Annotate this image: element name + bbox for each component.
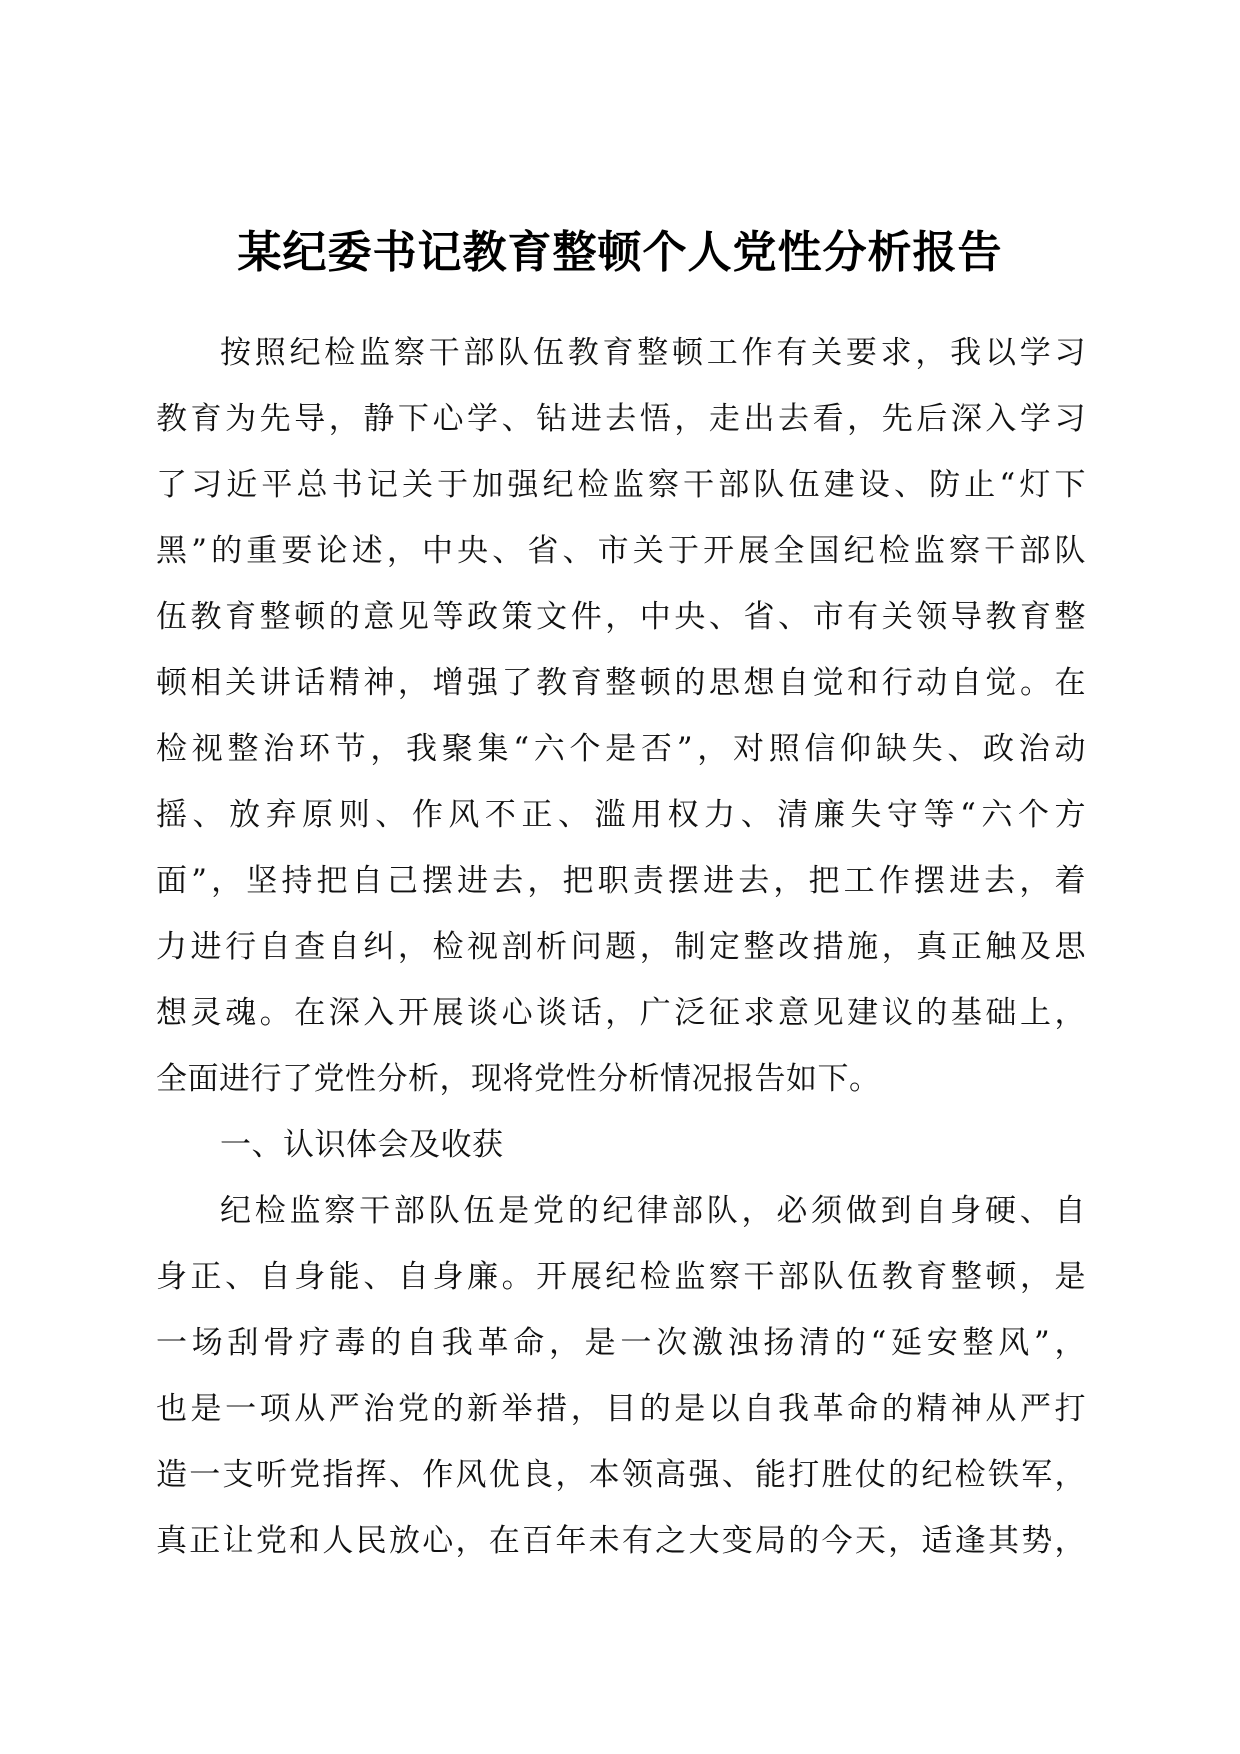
paragraph-line: 了习近平总书记关于加强纪检监察干部队伍建设、防止“灯下 (156, 467, 1086, 503)
document-body (156, 320, 1086, 1574)
paragraph-line: 伍教育整顿的意见等政策文件，中央、省、市有关领导教育整 (156, 599, 1086, 635)
document-title: 某纪委书记教育整顿个人党性分析报告 (237, 227, 1003, 278)
section-heading: 一、认识体会及收获 (220, 1127, 504, 1163)
paragraph-line: 造一支听党指挥、作风优良，本领高强、能打胜仗的纪检铁军， (156, 1457, 1086, 1493)
paragraph-line: 力进行自查自纠，检视剖析问题，制定整改措施，真正触及思 (156, 929, 1086, 965)
paragraph-line: 真正让党和人民放心，在百年未有之大变局的今天，适逢其势， (156, 1523, 1086, 1559)
paragraph-line: 纪检监察干部队伍是党的纪律部队，必须做到自身硬、自 (220, 1193, 1086, 1229)
paragraph-line: 一场刮骨疗毒的自我革命，是一次激浊扬清的“延安整风”， (156, 1325, 1086, 1361)
paragraph-line: 面”，坚持把自己摆进去，把职责摆进去，把工作摆进去，着 (156, 863, 1086, 899)
paragraph-line: 按照纪检监察干部队伍教育整顿工作有关要求，我以学习 (220, 335, 1086, 371)
paragraph-line: 也是一项从严治党的新举措，目的是以自我革命的精神从严打 (156, 1391, 1086, 1427)
paragraph-line: 黑”的重要论述，中央、省、市关于开展全国纪检监察干部队 (156, 533, 1086, 569)
paragraph-line: 想灵魂。在深入开展谈心谈话，广泛征求意见建议的基础上， (156, 995, 1086, 1031)
paragraph-line: 教育为先导，静下心学、钻进去悟，走出去看，先后深入学习 (156, 401, 1086, 437)
paragraph-line: 身正、自身能、自身廉。开展纪检监察干部队伍教育整顿，是 (156, 1259, 1086, 1295)
paragraph-line: 检视整治环节，我聚集“六个是否”，对照信仰缺失、政治动 (156, 731, 1086, 767)
paragraph-line: 摇、放弃原则、作风不正、滥用权力、清廉失守等“六个方 (156, 797, 1086, 833)
paragraph-line: 顿相关讲话精神，增强了教育整顿的思想自觉和行动自觉。在 (156, 665, 1086, 701)
paragraph-line: 全面进行了党性分析，现将党性分析情况报告如下。 (156, 1061, 881, 1097)
